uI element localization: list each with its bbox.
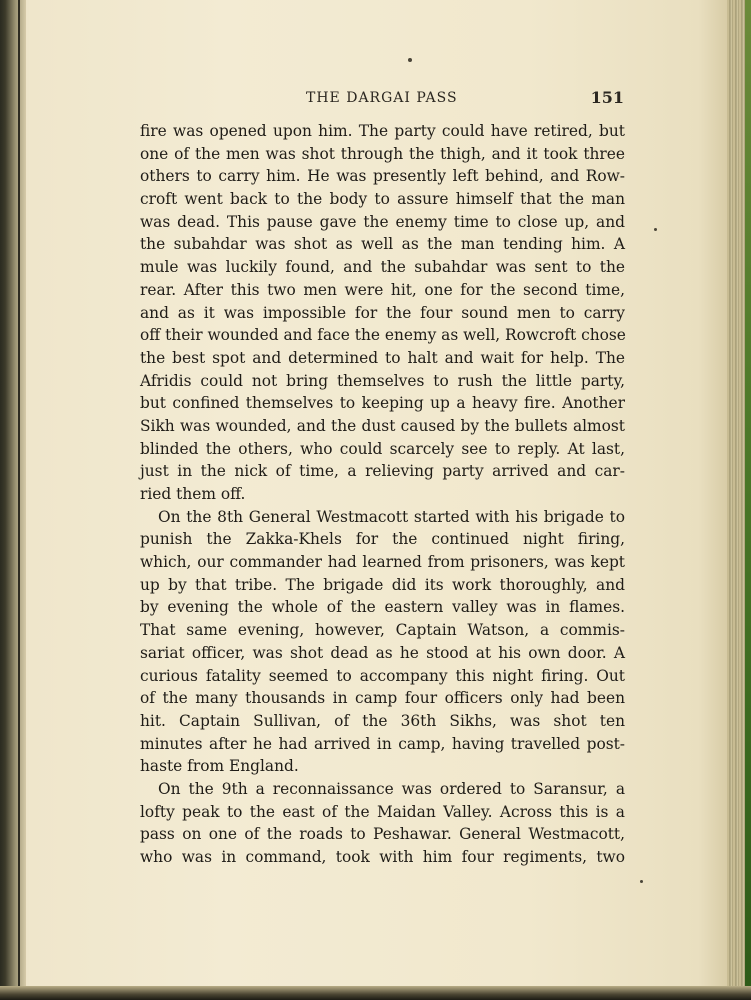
text-line: haste from England. [140,757,299,776]
text-line: hit. Captain Sullivan, of the 36th Sikhs, was shot ten [140,711,625,730]
text-line: croft went back to the body to assure himself that the man [140,190,625,209]
text-line: but confined themselves to keeping up a heavy fire. Another [140,394,625,413]
gutter-line [18,0,20,1000]
text-line: On the 9th a reconnaissance was ordered to Saransur, a [158,779,625,798]
text-line: mule was luckily found, and the subahdar was sent to the [140,258,625,277]
text-line: fire was opened upon him. The party could have retired, but [140,122,625,140]
body-text [140,120,625,869]
text-line: of the many thousands in camp four officers only had been [140,689,625,708]
text-line: curious fatality seemed to accompany this night firing. Out [140,666,625,685]
text-line: just in the nick of time, a relieving party arrived and car- [140,462,625,481]
text-line: the subahdar was shot as well as the man tending him. A [140,235,625,254]
text-line: pass on one of the roads to Peshawar. General Westmacott, [140,825,625,844]
cover-edge [745,0,751,1000]
speck [408,58,412,62]
text-line: Sikh was wounded, and the dust caused by the bullets almost [140,416,625,435]
text-line: the best spot and determined to halt and wait for help. The [140,348,625,367]
text-line: minutes after he had arrived in camp, having travelled post- [140,734,625,753]
text-line: ried them off. [140,485,246,503]
text-line: punish the Zakka-Khels for the continued night firing, [140,530,625,549]
speck [640,880,643,883]
bottom-edge-shadow [0,986,751,1000]
running-head: THE DARGAI PASS [306,90,458,106]
text-line: Afridis could not bring themselves to rush the little party, [140,371,625,390]
text-line: rear. After this two men were hit, one for the second time, [140,280,625,299]
text-line: by evening the whole of the eastern valley was in flames. [140,598,625,617]
text-line: one of the men was shot through the thigh, and it took three [140,144,625,163]
text-line: lofty peak to the east of the Maidan Valley. Across this is a [140,802,625,821]
text-line: That same evening, however, Captain Watson, a commis- [140,621,625,640]
text-line: up by that tribe. The brigade did its work thoroughly, and [140,575,625,594]
page-number: 151 [590,88,624,107]
text-line: off their wounded and face the enemy as well, Rowcroft chose [140,326,626,345]
speck [654,228,657,231]
text-line: who was in command, took with him four regiments, two [140,848,625,866]
text-line: and as it was impossible for the four sound men to carry [140,303,625,322]
text-line: On the 8th General Westmacott started with his brigade to [158,507,625,526]
text-line: was dead. This pause gave the enemy time to close up, and [140,212,625,231]
text-line: blinded the others, who could scarcely see to reply. At last, [140,439,625,458]
page-header [140,88,628,110]
text-line: sariat officer, was shot dead as he stood at his own door. A [140,643,625,662]
book-spine-shadow [0,0,26,1000]
text-line: which, our commander had learned from prisoners, was kept [140,553,625,572]
text-line: others to carry him. He was presently left behind, and Row- [140,167,625,186]
